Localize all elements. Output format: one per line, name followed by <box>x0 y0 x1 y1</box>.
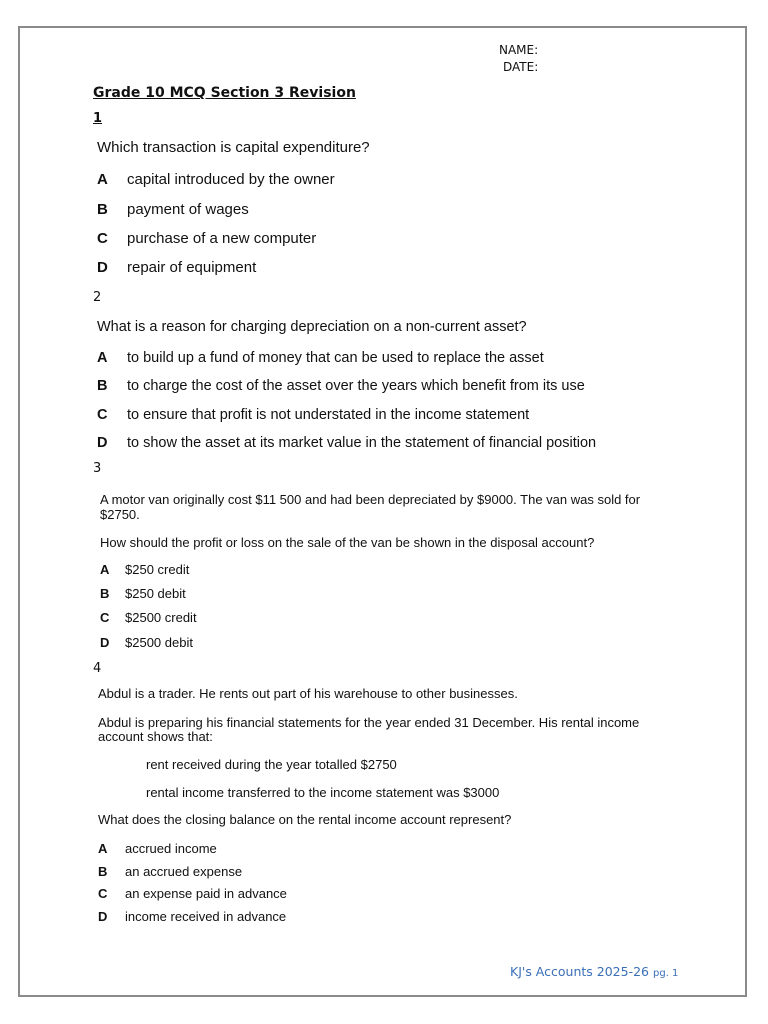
q4-option-c-letter: C <box>98 886 108 901</box>
q1-option-a-letter: A <box>97 171 108 188</box>
q1-option-c-text: purchase of a new computer <box>127 230 317 247</box>
footer <box>510 964 678 979</box>
q4-option-c-text: an expense paid in advance <box>125 886 287 901</box>
q3-option-a-letter: A <box>100 562 110 577</box>
question-4-stem1: Abdul is a trader. He rents out part of his warehouse to other businesses. <box>98 686 518 701</box>
q2-option-b-text: to charge the cost of the asset over the years which benefit from its use <box>127 378 585 394</box>
q3-option-a-text: $250 credit <box>125 562 190 577</box>
question-number-4: 4 <box>93 661 102 676</box>
q2-option-d-text: to show the asset at its market value in the statement of financial position <box>127 435 597 451</box>
q2-option-c-text: to ensure that profit is not understated in the income statement <box>127 407 530 423</box>
question-4-detail2: rental income transferred to the income statement was $3000 <box>146 785 500 800</box>
q3-option-b-text: $250 debit <box>125 586 186 601</box>
q4-option-a-text: accrued income <box>125 841 217 856</box>
question-3-stem-line1: A motor van originally cost $11 500 and had been depreciated by $9000. The van was sold for <box>100 492 641 507</box>
date-label: DATE: <box>503 60 539 74</box>
question-number-2: 2 <box>93 290 102 305</box>
q3-option-c-text: $2500 credit <box>125 610 197 625</box>
q4-option-b-text: an accrued expense <box>125 864 243 879</box>
question-number-3: 3 <box>93 461 102 476</box>
question-3-stem-line2: $2750. <box>100 507 140 522</box>
q2-option-c-letter: C <box>97 407 108 423</box>
question-4-stem2-line2: account shows that: <box>98 729 213 744</box>
q1-option-a-text: capital introduced by the owner <box>127 171 335 188</box>
footer-text: KJ's Accounts 2025-26 <box>510 964 649 979</box>
q1-option-d-letter: D <box>97 259 108 276</box>
question-4-stem3: What does the closing balance on the rental income account represent? <box>98 812 512 827</box>
q1-option-b-text: payment of wages <box>127 201 249 218</box>
q3-option-d-letter: D <box>100 635 110 650</box>
q3-option-d-text: $2500 debit <box>125 635 193 650</box>
q4-option-b-letter: B <box>98 864 108 879</box>
q2-option-a-letter: A <box>97 350 108 366</box>
question-4-stem2-line1: Abdul is preparing his financial statements for the year ended 31 December. His rental income <box>98 715 640 730</box>
question-4-detail1: rent received during the year totalled $2750 <box>146 757 397 772</box>
question-2-stem: What is a reason for charging depreciation on a non-current asset? <box>97 319 527 335</box>
q2-option-b-letter: B <box>97 378 108 394</box>
q4-option-d-letter: D <box>98 909 108 924</box>
q1-option-c-letter: C <box>97 230 108 247</box>
name-label: NAME: <box>499 43 539 57</box>
question-3-stem2: How should the profit or loss on the sale of the van be shown in the disposal account? <box>100 535 595 550</box>
q4-option-d-text: income received in advance <box>125 909 287 924</box>
q3-option-b-letter: B <box>100 586 110 601</box>
q2-option-a-text: to build up a fund of money that can be used to replace the asset <box>127 350 544 366</box>
question-number-1: 1 <box>93 111 103 126</box>
q4-option-a-letter: A <box>98 841 108 856</box>
page-title: Grade 10 MCQ Section 3 Revision <box>93 85 356 101</box>
q1-option-b-letter: B <box>97 201 108 218</box>
q3-option-c-letter: C <box>100 610 110 625</box>
question-1-stem: Which transaction is capital expenditure? <box>97 139 370 156</box>
page-number: pg. 1 <box>652 968 679 979</box>
q1-option-d-text: repair of equipment <box>127 259 257 276</box>
q2-option-d-letter: D <box>97 435 108 451</box>
